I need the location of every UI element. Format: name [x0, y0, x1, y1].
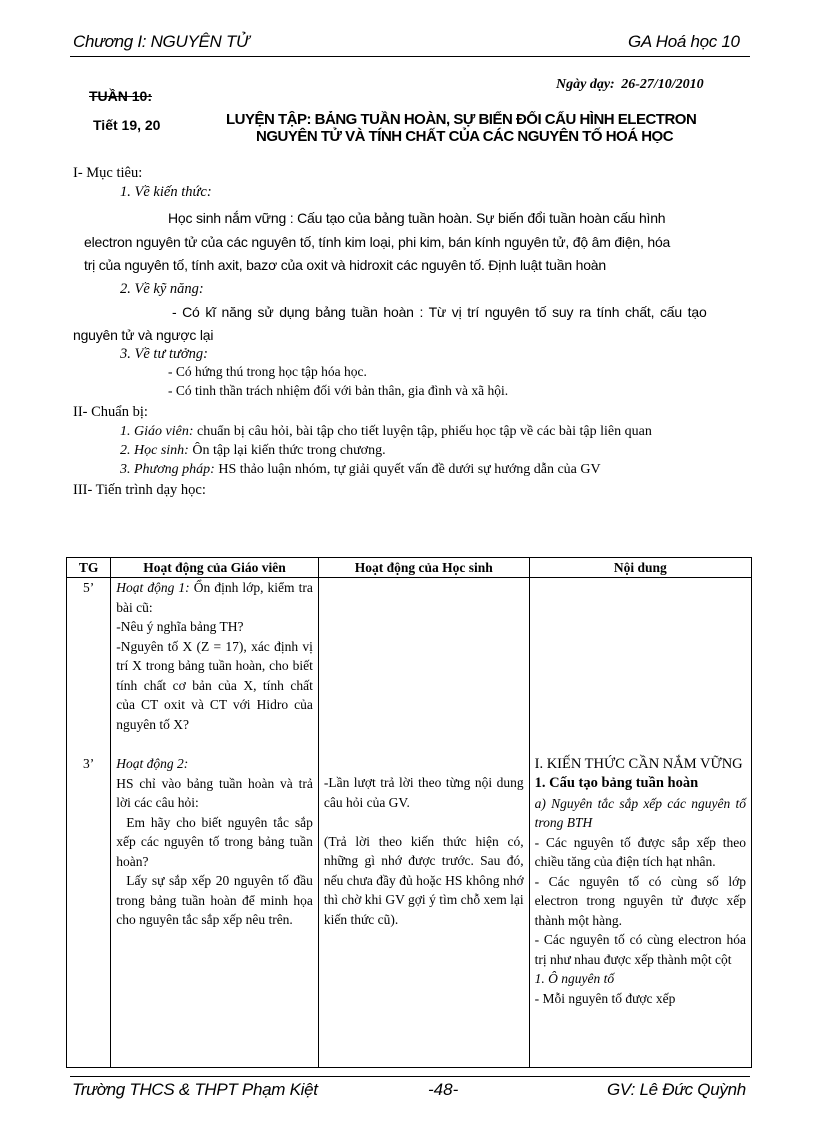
section3-heading: III- Tiến trình dạy học: [73, 482, 206, 498]
content-bullet-4: - Mỗi nguyên tố được xếp [534, 990, 676, 1006]
activity-2-title: Hoạt động 2: [116, 756, 189, 771]
col-header-student: Hoạt động của Học sinh [318, 558, 529, 578]
lesson-title [226, 111, 746, 143]
prep-teacher-text: chuẩn bị câu hỏi, bài tập cho tiết luyện tập, phiếu học tập về các bài tập liên quan [193, 424, 652, 439]
section1-sub3: 3. Về tư tưởng: [120, 346, 208, 362]
header-subject: GA Hoá học 10 [628, 32, 740, 51]
footer-rule [70, 1076, 750, 1077]
activity-1-q2: -Nguyên tố X (Z = 17), xác định vị trí X trong bảng tuần hoàn, cho biết tính chất cơ bản của X, tính chất của CT oxit và CT với Hidro của nguyên tố X? [116, 638, 313, 732]
skill-line-2: nguyên tử và ngược lại [73, 327, 214, 343]
content-cell [529, 578, 751, 1068]
table-row [67, 578, 752, 1068]
tg-cell [67, 578, 111, 1068]
student-answer-2: (Trả lời theo kiến thức hiện có, những gì nhớ được trước. Sau đó, nếu chưa đầy đủ hoặc HS không nhớ thì chờ khi GV gợi ý tìm chỗ xem lại kiến thức cũ). [323, 833, 524, 927]
content-heading: I. KIẾN THỨC CẦN NẮM VỮNG [534, 756, 743, 772]
prep-method-label: 3. Phương pháp: [120, 462, 215, 477]
knowledge-line-2: electron nguyên tử của các nguyên tố, tính kim loại, phi kim, bán kính nguyên tử, độ âm điện, hóa [84, 234, 671, 250]
prep-teacher-label: 1. Giáo viên: [120, 424, 194, 439]
content-item-o: 1. Ô nguyên tố [534, 971, 615, 986]
activity-2-p1: HS chỉ vào bảng tuần hoàn và trả lời các câu hỏi: [116, 775, 313, 810]
lesson-title-line2: NGUYÊN TỬ VÀ TÍNH CHẤT CỦA CÁC NGUYÊN TỐ HOÁ HỌC [256, 128, 674, 143]
section1-sub1: 1. Về kiến thức: [120, 184, 212, 200]
skill-line-1: - Có kĩ năng sử dụng bảng tuần hoàn : Từ vị trí nguyên tố suy ra tính chất, cấu tạo [172, 304, 707, 320]
prep-teacher [120, 423, 652, 441]
section1-heading: I- Mục tiêu: [73, 165, 143, 181]
footer-teacher: GV: Lê Đức Quỳnh [607, 1080, 746, 1099]
prep-student [120, 442, 386, 460]
header-chapter: Chương I: NGUYÊN TỬ [73, 32, 250, 51]
footer-page-number: -48- [428, 1080, 459, 1099]
activity-1-text: Ổn định lớp, kiểm tra bài cũ: [116, 580, 313, 615]
col-header-teacher: Hoạt động của Giáo viên [111, 558, 319, 578]
activity-2-p2: Em hãy cho biết nguyên tắc sắp xếp các nguyên tố trong bảng tuần hoàn? [116, 814, 313, 869]
tg-1: 5’ [83, 580, 95, 595]
lesson-title-line1: LUYỆN TẬP: BẢNG TUẦN HOÀN, SỰ BIẾN ĐỔI CẤU HÌNH ELECTRON [226, 111, 697, 128]
col-header-tg: TG [67, 558, 111, 578]
activity-1-q1: -Nêu ý nghĩa bảng TH? [116, 619, 244, 634]
student-cell [318, 578, 529, 1068]
content-bullet-1: - Các nguyên tố được sắp xếp theo chiều tăng của điện tích hạt nhân. [534, 834, 746, 869]
attitude-line-2: - Có tinh thần trách nhiệm đối với bản thân, gia đình và xã hội. [168, 383, 509, 398]
prep-method-text: HS thảo luận nhóm, tự giải quyết vấn đề dưới sự hướng dẫn của GV [214, 462, 601, 477]
student-answer-1: -Lần lượt trả lời theo từng nội dung câu hỏi của GV. [323, 775, 524, 810]
section2-heading: II- Chuẩn bị: [73, 404, 148, 420]
prep-method [120, 461, 601, 479]
tg-2: 3’ [83, 755, 95, 771]
footer-school: Trường THCS & THPT Phạm Kiệt [72, 1080, 318, 1099]
content-item-1a: a) Nguyên tắc sắp xếp các nguyên tố trong BTH [534, 795, 746, 830]
content-item-1: 1. Cấu tạo bảng tuần hoàn [534, 775, 699, 791]
periods-label: Tiết 19, 20 [93, 117, 161, 133]
date-label-text: Ngày dạy: [556, 77, 615, 92]
col-header-content: Nội dung [529, 558, 751, 578]
section1-sub2: 2. Về kỹ năng: [120, 281, 204, 297]
activity-2-p3: Lấy sự sắp xếp 20 nguyên tố đầu trong bảng tuần hoàn để minh họa cho nguyên tắc sắp xếp nêu trên. [116, 873, 313, 927]
date-value: 26-27/10/2010 [621, 77, 704, 92]
activity-1 [116, 578, 313, 617]
knowledge-line-3: trị của nguyên tố, tính axit, bazơ của oxit và hidroxit các nguyên tố. Định luật tuần hoàn [84, 257, 606, 273]
header-rule [70, 56, 750, 57]
attitude-line-1: - Có hứng thú trong học tập hóa học. [168, 364, 367, 379]
prep-student-text: Ôn tập lại kiến thức trong chương. [188, 443, 386, 458]
knowledge-line-1: Học sinh nắm vững : Cấu tạo của bảng tuần hoàn. Sự biến đổi tuần hoàn cấu hình [168, 210, 666, 226]
week-label: TUẦN 10: [89, 88, 153, 104]
content-bullet-2: - Các nguyên tố có cùng số lớp electron trong nguyên tử được xếp thành một hàng. [534, 873, 746, 928]
prep-student-label: 2. Học sinh: [120, 443, 189, 458]
table-header-row [67, 558, 752, 578]
date-label [556, 77, 704, 93]
activity-1-title: Hoạt động 1: [116, 580, 190, 595]
teacher-cell [111, 578, 319, 1068]
lesson-plan-table [66, 557, 752, 1068]
content-bullet-3: - Các nguyên tố có cùng electron hóa trị như nhau được xếp thành một cột [534, 932, 746, 967]
